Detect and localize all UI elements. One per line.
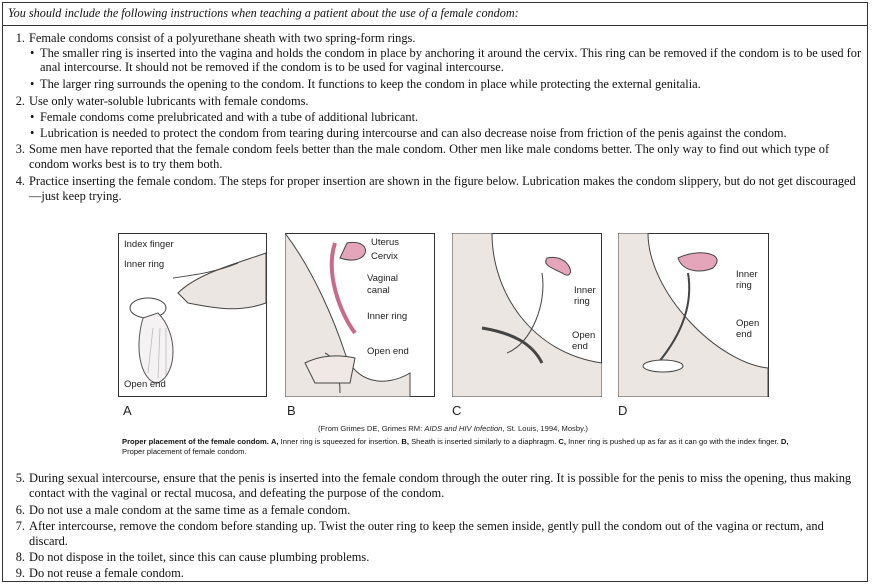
label-open-end: Open end (367, 346, 409, 357)
label-end: end (736, 329, 752, 340)
label-ring: ring (736, 280, 752, 291)
label-end: end (572, 341, 588, 352)
label-inner-ring: Inner ring (124, 259, 165, 270)
panel-letter-b: B (287, 403, 296, 418)
panel-letter-d: D (618, 403, 628, 418)
label-inner: Inner (574, 285, 596, 296)
panel-letter-c: C (452, 403, 462, 418)
box-header: You should include the following instructions when teaching a patient about the use of a female condom: (2, 2, 868, 26)
figure-panel-c (452, 233, 602, 397)
label-vaginal: Vaginal (367, 273, 398, 284)
figure-caption: Proper placement of the female condom. A, Inner ring is squeezed for insertion. B, Sheath is inserted similarly to a diaphragm. C, Inner ring is pushed up as far as it can go with the index finger. D, Proper placement of female condom. (122, 437, 789, 456)
label-ring: ring (574, 296, 590, 307)
label-inner: Inner (736, 269, 758, 280)
label-open-end: Open end (124, 379, 166, 390)
figure-panel-a (118, 233, 267, 397)
label-index-finger: Index finger (124, 239, 174, 250)
label-inner-ring: Inner ring (367, 311, 408, 322)
figure-credit: (From Grimes DE, Grimes RM: AIDS and HIV Infection, St. Louis, 1994, Mosby.) (318, 424, 588, 433)
label-open: Open (736, 318, 760, 329)
figure-panel-d (618, 233, 769, 397)
panel-d-illustration (618, 233, 769, 397)
panel-letter-a: A (123, 403, 132, 418)
label-open: Open (572, 330, 596, 341)
panel-a-illustration (118, 233, 267, 397)
figure-panel-b (285, 233, 435, 397)
label-uterus: Uterus (371, 237, 399, 248)
panel-c-illustration (452, 233, 602, 397)
label-canal: canal (367, 285, 390, 296)
panel-b-illustration (285, 233, 435, 397)
label-cervix: Cervix (371, 251, 398, 262)
